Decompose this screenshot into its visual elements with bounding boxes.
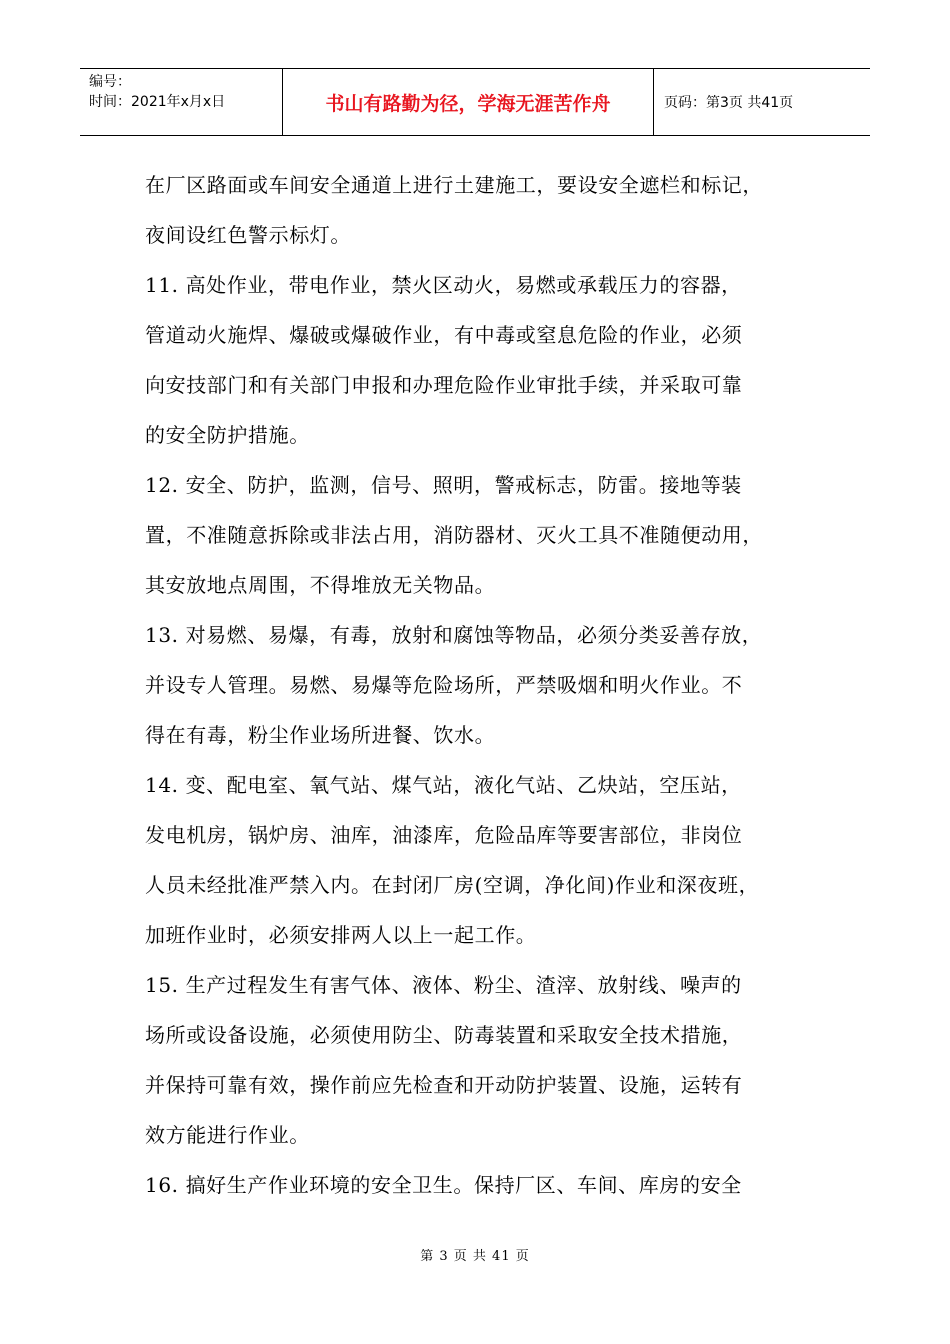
document-body [145,160,810,1210]
page-code: 页码：第3页 共41页 [664,95,794,111]
body-line: 发电机房，锅炉房、油库，油漆库，危险品库等要害部位，非岗位 [145,823,743,847]
body-line: 16. 搞好生产作业环境的安全卫生。保持厂区、车间、库房的安全 [145,1173,742,1197]
body-line: 得在有毒，粉尘作业场所进餐、饮水。 [145,723,496,747]
header-page-cell [654,69,870,135]
body-line: 效方能进行作业。 [145,1123,310,1147]
body-line: 的安全防护措施。 [145,423,310,447]
page-footer: 第 3 页 共 41 页 [420,1249,530,1264]
body-line: 12. 安全、防护，监测，信号、照明，警戒标志，防雷。接地等装 [145,473,742,497]
header-motto-cell [282,69,654,135]
page-header [80,68,870,136]
body-line: 14. 变、配电室、氧气站、煤气站，液化气站、乙炔站，空压站， [145,773,742,797]
body-line: 15. 生产过程发生有害气体、液体、粉尘、渣滓、放射线、噪声的 [145,973,742,997]
body-line: 置，不准随意拆除或非法占用，消防器材、灭火工具不准随便动用， [145,523,763,547]
time-label: 时间：2021年x月x日 [89,94,226,110]
body-line: 管道动火施焊、爆破或爆破作业，有中毒或窒息危险的作业，必须 [145,323,743,347]
body-line: 其安放地点周围，不得堆放无关物品。 [145,573,496,597]
body-line: 向安技部门和有关部门申报和办理危险作业审批手续，并采取可靠 [145,373,743,397]
body-line: 11. 高处作业，带电作业，禁火区动火，易燃或承载压力的容器， [145,273,742,297]
motto-text: 书山有路勤为径，学海无涯苦作舟 [325,92,611,115]
body-line: 并保持可靠有效，操作前应先检查和开动防护装置、设施，运转有 [145,1073,743,1097]
body-line: 在厂区路面或车间安全通道上进行土建施工，要设安全遮栏和标记， [145,173,763,197]
body-line: 场所或设备设施，必须使用防尘、防毒装置和采取安全技术措施， [145,1023,743,1047]
number-label: 编号： [89,74,131,90]
header-meta-cell [80,69,282,135]
body-line: 人员未经批准严禁入内。在封闭厂房(空调，净化间)作业和深夜班， [145,873,760,897]
body-line: 夜间设红色警示标灯。 [145,223,351,247]
body-line: 并设专人管理。易燃、易爆等危险场所，严禁吸烟和明火作业。不 [145,673,743,697]
body-line: 13. 对易燃、易爆，有毒，放射和腐蚀等物品，必须分类妥善存放， [145,623,763,647]
body-line: 加班作业时，必须安排两人以上一起工作。 [145,923,537,947]
